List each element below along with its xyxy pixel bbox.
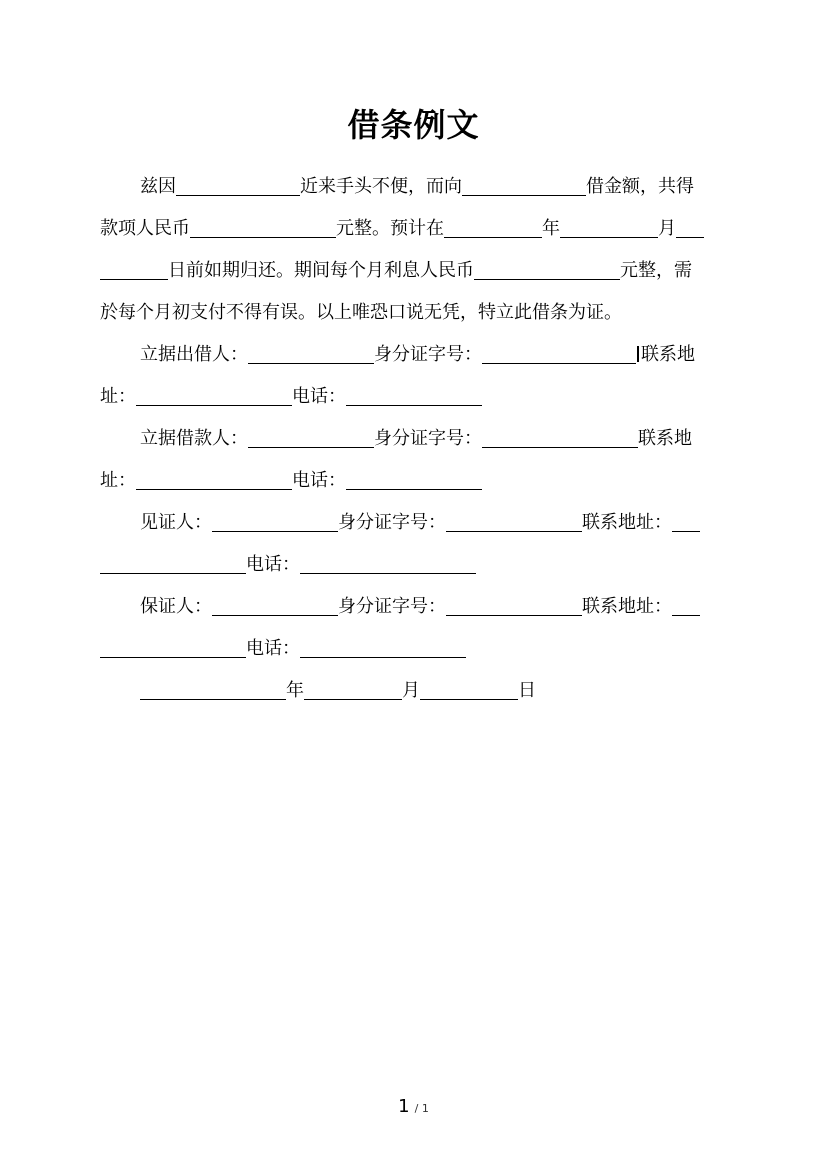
lender-line-2 [100, 383, 722, 411]
text-segment: 月 [658, 218, 676, 239]
lender-phone-field[interactable] [346, 387, 482, 406]
date-year-field[interactable] [140, 681, 286, 700]
loan-paragraph-line-1 [140, 173, 722, 201]
lender-label: 立据出借人： [140, 344, 248, 365]
guarantor-label: 保证人： [140, 596, 212, 617]
blank-borrower-name[interactable] [176, 177, 300, 196]
lender-address-label: 联系地 [641, 344, 695, 365]
lender-id-label: 身分证字号： [374, 344, 482, 365]
blank-interest-amount[interactable] [474, 261, 620, 280]
blank-repay-year[interactable] [444, 219, 542, 238]
witness-id-field[interactable] [446, 513, 582, 532]
loan-paragraph-line-2 [100, 215, 722, 243]
guarantor-id-field[interactable] [446, 597, 582, 616]
text-segment: 款项人民币 [100, 218, 190, 239]
witness-line-2 [100, 551, 722, 579]
witness-label: 见证人： [140, 512, 212, 533]
lender-address-field[interactable] [136, 387, 292, 406]
loan-paragraph-line-4 [100, 299, 722, 327]
borrower-phone-label: 电话： [292, 470, 346, 491]
page-current: 1 [398, 1096, 410, 1117]
borrower-address-field[interactable] [136, 471, 292, 490]
text-cursor-bar [637, 346, 639, 362]
loan-paragraph-line-3 [100, 257, 722, 285]
witness-id-label: 身分证字号： [338, 512, 446, 533]
text-segment: 兹因 [140, 176, 176, 197]
date-line [140, 677, 722, 705]
page-total: / 1 [414, 1102, 429, 1115]
lender-phone-label: 电话： [292, 386, 346, 407]
blank-lender-name[interactable] [462, 177, 586, 196]
lender-address-label-end: 址： [100, 386, 136, 407]
guarantor-id-label: 身分证字号： [338, 596, 446, 617]
guarantor-line-2 [100, 635, 722, 663]
borrower-line-2 [100, 467, 722, 495]
date-month-field[interactable] [304, 681, 402, 700]
guarantor-address-label: 联系地址： [582, 596, 672, 617]
text-segment: 年 [542, 218, 560, 239]
guarantor-phone-field[interactable] [300, 639, 466, 658]
month-label: 月 [402, 680, 420, 701]
guarantor-address-field-part-1[interactable] [672, 597, 700, 616]
blank-repay-day-part-1[interactable] [676, 219, 704, 238]
document-title: 借条例文 [347, 106, 480, 144]
guarantor-name-field[interactable] [212, 597, 338, 616]
guarantor-phone-label: 电话： [246, 638, 300, 659]
text-segment: 日前如期归还。期间每个月利息人民币 [168, 260, 474, 281]
witness-line-1 [140, 509, 722, 537]
witness-name-field[interactable] [212, 513, 338, 532]
witness-phone-field[interactable] [300, 555, 476, 574]
borrower-address-label-end: 址： [100, 470, 136, 491]
lender-line-1 [140, 341, 722, 369]
guarantor-address-field-part-2[interactable] [100, 639, 246, 658]
text-segment: 於每个月初支付不得有误。以上唯恐口说无凭，特立此借条为证。 [100, 302, 622, 323]
borrower-line-1 [140, 425, 722, 453]
borrower-label: 立据借款人： [140, 428, 248, 449]
text-segment: 借金额，共得 [586, 176, 694, 197]
borrower-address-label: 联系地 [638, 428, 692, 449]
text-segment: 近来手头不便，而向 [300, 176, 462, 197]
text-segment: 元整，需 [620, 260, 692, 281]
text-segment: 元整。预计在 [336, 218, 444, 239]
witness-address-field-part-2[interactable] [100, 555, 246, 574]
lender-name-field[interactable] [248, 345, 374, 364]
lender-id-field[interactable] [482, 345, 636, 364]
blank-principal-amount[interactable] [190, 219, 336, 238]
borrower-id-field[interactable] [482, 429, 638, 448]
borrower-id-label: 身分证字号： [374, 428, 482, 449]
guarantor-line-1 [140, 593, 722, 621]
blank-repay-month[interactable] [560, 219, 658, 238]
witness-phone-label: 电话： [246, 554, 300, 575]
witness-address-field-part-1[interactable] [672, 513, 700, 532]
date-day-field[interactable] [420, 681, 518, 700]
page-number [0, 1096, 827, 1117]
blank-repay-day-part-2[interactable] [100, 261, 168, 280]
year-label: 年 [286, 680, 304, 701]
witness-address-label: 联系地址： [582, 512, 672, 533]
day-label: 日 [518, 680, 536, 701]
borrower-name-field[interactable] [248, 429, 374, 448]
borrower-phone-field[interactable] [346, 471, 482, 490]
